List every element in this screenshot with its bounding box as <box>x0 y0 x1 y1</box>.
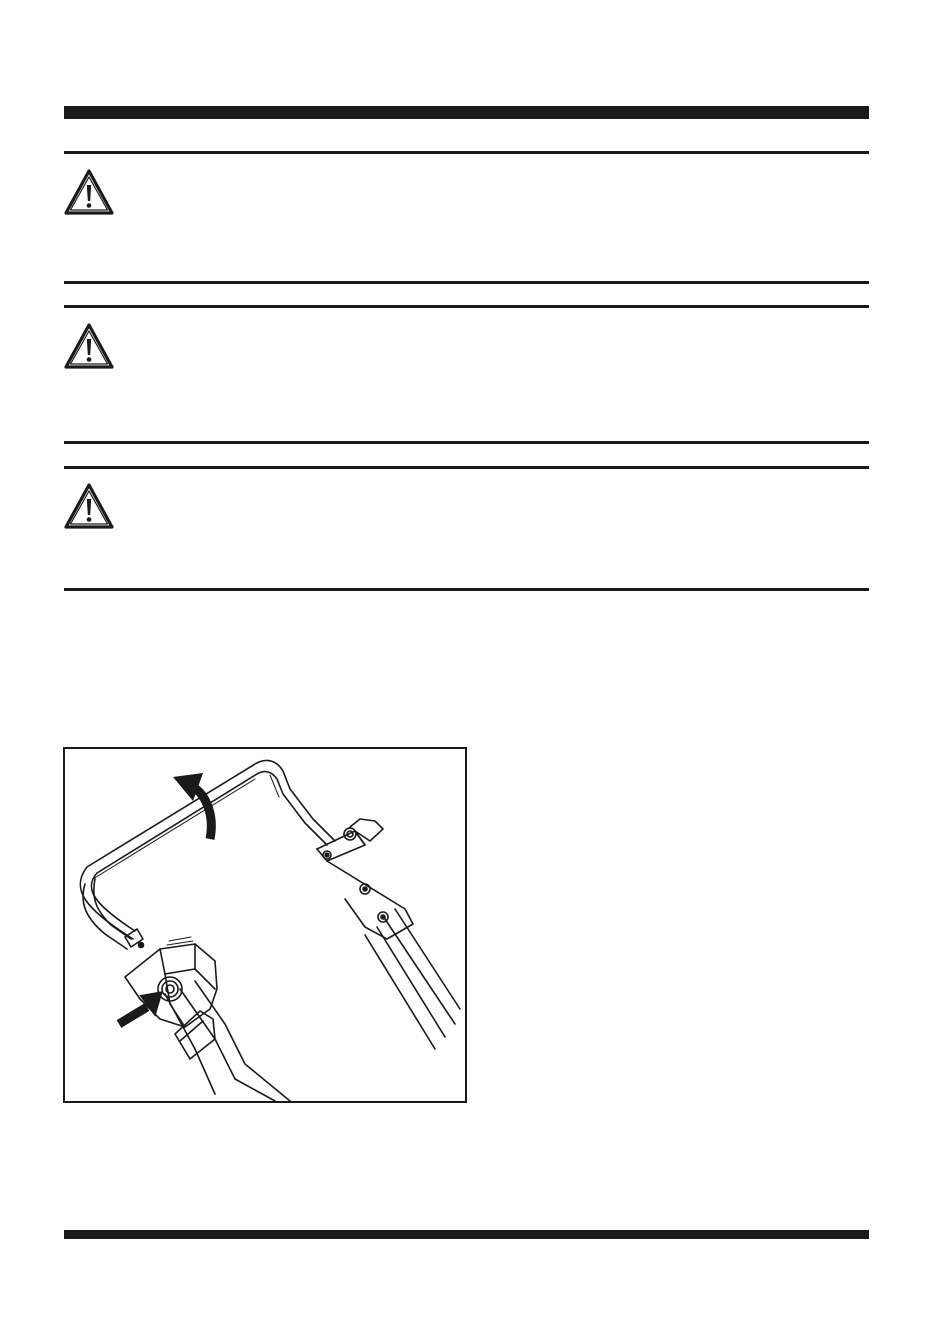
warning-triangle-icon <box>62 321 116 371</box>
warning-2-bottom-rule <box>64 441 869 444</box>
footer-bar <box>64 1230 869 1239</box>
warning-3-top-rule <box>64 466 869 469</box>
header-bar <box>64 106 869 119</box>
warning-1-top-rule <box>64 151 869 154</box>
handle-bar-illustration <box>65 749 465 1101</box>
curved-arrow-icon <box>173 773 211 839</box>
warning-1-bottom-rule <box>64 281 869 284</box>
warning-2-top-rule <box>64 305 869 308</box>
warning-3-bottom-rule <box>64 588 869 591</box>
warning-triangle-icon <box>62 481 116 531</box>
warning-triangle-icon <box>62 167 116 217</box>
handle-figure <box>63 747 467 1103</box>
